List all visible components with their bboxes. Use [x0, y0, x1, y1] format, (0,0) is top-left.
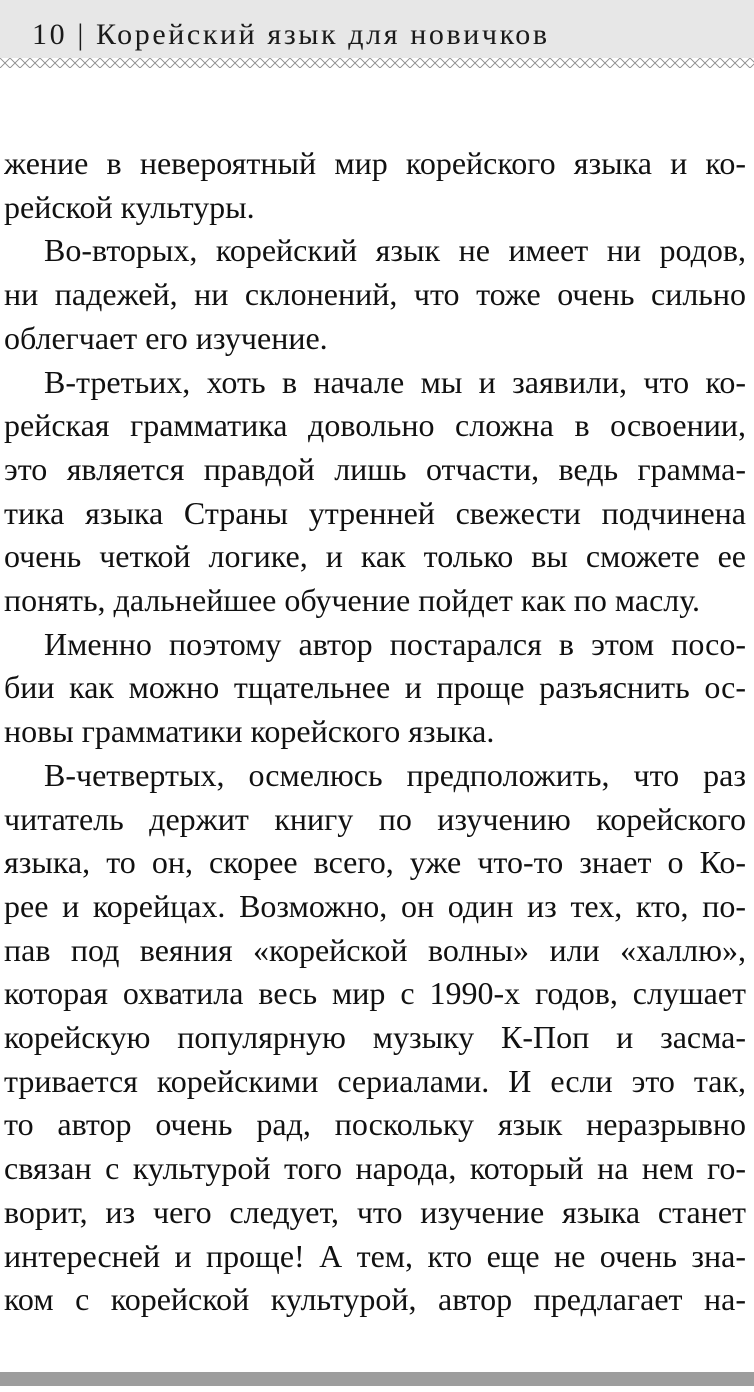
text-line: связан с культурой того народа, который на нем го-: [4, 1150, 746, 1187]
header-text: [32, 18, 550, 52]
text-line: то автор очень рад, поскольку язык неразрывно: [4, 1106, 746, 1143]
text-line: языка, то он, скорее всего, уже что-то знает о Ко-: [4, 844, 746, 881]
text-line: Во-вторых, корейский язык не имеет ни родов,: [44, 232, 746, 269]
text-line: очень четкой логике, и как только вы сможете ее: [4, 538, 746, 575]
text-line: рейской культуры.: [4, 188, 255, 225]
running-header: [0, 0, 754, 58]
text-line: корейскую популярную музыку К-Поп и засма-: [4, 1019, 746, 1056]
header-ornament: [0, 58, 754, 68]
footer-rule: [0, 1372, 754, 1386]
text-line: пав под веяния «корейской волны» или «халлю»,: [4, 931, 746, 968]
text-line: рее и корейцах. Возможно, он один из тех, кто, по-: [4, 887, 746, 924]
text-line: ни падежей, ни склонений, что тоже очень сильно: [4, 276, 746, 313]
text-line: бии как можно тщательнее и проще разъяснить ос-: [4, 669, 746, 706]
text-line: новы грамматики корейского языка.: [4, 713, 495, 750]
text-line: Именно поэтому автор постарался в этом посо-: [44, 625, 746, 662]
text-line: интересней и проще! А тем, кто еще не очень зна-: [4, 1237, 746, 1274]
text-line: тривается корейскими сериалами. И если это так,: [4, 1062, 746, 1099]
book-title: Корейский язык для новичков: [96, 18, 550, 51]
text-line: ком с корейской культурой, автор предлагает на-: [4, 1281, 746, 1318]
text-line: облегчает его изучение.: [4, 319, 328, 356]
text-line: читатель держит книгу по изучению корейского: [4, 800, 746, 837]
text-line: В-третьих, хоть в начале мы и заявили, что ко-: [44, 363, 746, 400]
text-line: которая охватила весь мир с 1990-х годов, слушает: [4, 975, 746, 1012]
text-line: тика языка Страны утренней свежести подчинена: [4, 494, 746, 531]
page-body: [4, 142, 746, 1322]
header-separator: |: [77, 18, 86, 51]
page-number: 10: [32, 18, 68, 51]
text-line: это является правдой лишь отчасти, ведь грамма-: [4, 450, 746, 487]
text-line: рейская грамматика довольно сложна в освоении,: [4, 407, 746, 444]
text-line: В-четвертых, осмелюсь предположить, что раз: [44, 756, 746, 793]
text-line: понять, дальнейшее обучение пойдет как по маслу.: [4, 582, 701, 619]
text-line: жение в невероятный мир корейского языка и ко-: [4, 145, 746, 181]
text-line: ворит, из чего следует, что изучение языка станет: [4, 1193, 746, 1230]
